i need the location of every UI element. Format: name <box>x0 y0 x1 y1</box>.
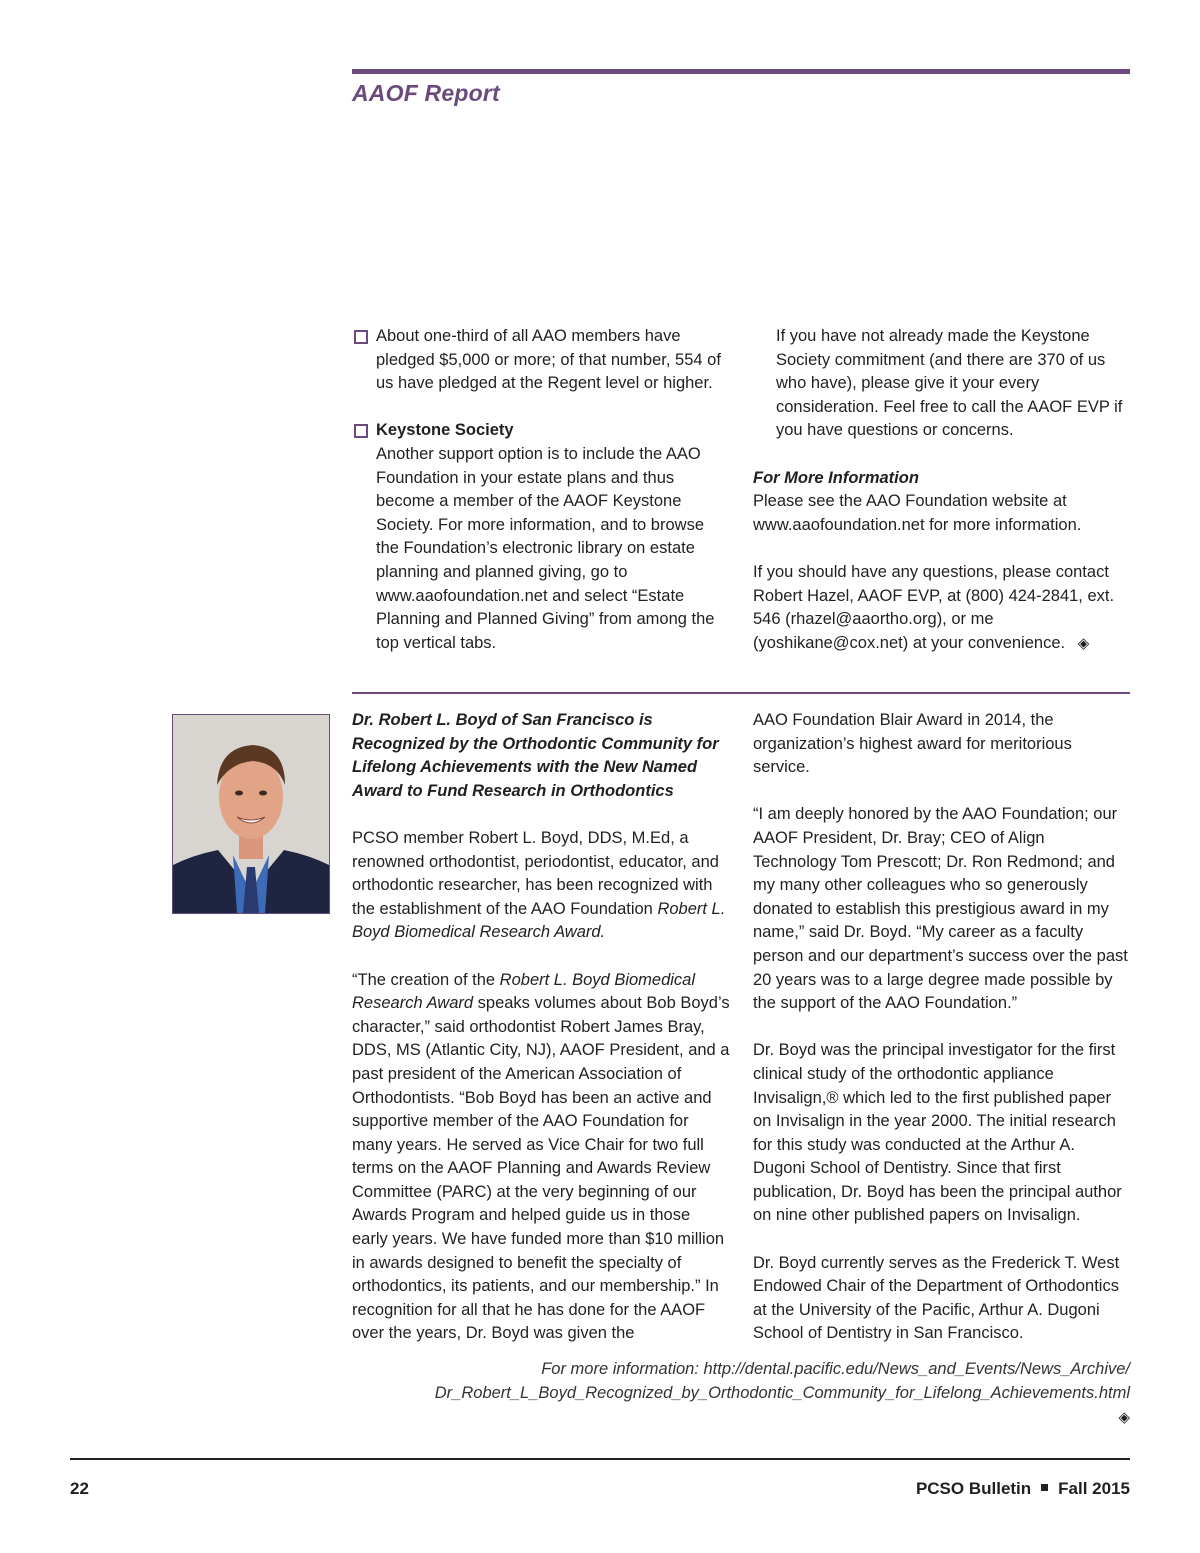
end-mark-icon: ◈ <box>1118 1409 1130 1426</box>
article-paragraph-blair-award: AAO Foundation Blair Award in 2014, the organization’s highest award for meritorious service. <box>753 711 1072 777</box>
article-left-column <box>352 709 730 1346</box>
checkbox-bullet-icon <box>354 330 368 344</box>
publication-name: PCSO Bulletin <box>915 1479 1032 1498</box>
article-right-column <box>753 709 1131 1346</box>
portrait-photo <box>172 714 330 914</box>
portrait-illustration <box>173 715 329 913</box>
section-divider <box>352 692 1130 694</box>
end-mark-icon: ◈ <box>1077 634 1090 652</box>
keystone-body: Another support option is to include the AAO Foundation in your estate plans and thus become a member of the AAOF Keystone Society. For more information, and to browse the Foundation’s electronic library on estate planning and planned giving, go to www.aaofoundation.net and select “Estate Planning and Planned Giving” from among the top vertical tabs. <box>376 444 715 652</box>
page-number: 22 <box>70 1479 89 1498</box>
checkbox-bullet-icon <box>354 424 368 438</box>
article-paragraph-west-chair: Dr. Boyd currently serves as the Frederick T. West Endowed Chair of the Department of Orthodontics at the University of the Pacific, Arthur A. Dugoni School of Dentistry in San Francisco. <box>753 1253 1120 1343</box>
upper-left-column <box>352 325 730 655</box>
footnote-line-2: Dr_Robert_L_Boyd_Recognized_by_Orthodontic_Community_for_Lifelong_Achievements.html <box>434 1384 1130 1402</box>
keystone-heading: Keystone Society <box>376 421 514 440</box>
article-paragraph-2: “The creation of the Robert L. Boyd Biomedical Research Award speaks volumes about Bob Boyd’s character,” said orthodontist Robert James Bray, DDS, MS (Atlantic City, NJ), AAOF President, and a past president of the American Association of Orthodontists. “Bob Boyd has been an active and supportive member of the AAO Foundation for many years. He served as Vice Chair for two full terms on the AAOF Planning and Awards Review Committee (PARC) at the very beginning of our Awards Program and helped guide us in those early years. We have funded more than $10 million in awards designed to benefit the specialty of orthodontics, its patients, and our membership.” In recognition for all that he has done for the AAOF over the years, Dr. Boyd was given the <box>352 970 730 1343</box>
bullet-members-pledged: About one-third of all AAO members have pledged $5,000 or more; of that number, 554 of us have pledged at the Regent level or higher. <box>352 325 730 396</box>
footer-rule <box>70 1458 1130 1460</box>
more-info-paragraph: Please see the AAO Foundation website at www.aaofoundation.net for more information. <box>753 492 1082 534</box>
footnote-line-1: For more information: http://dental.pacific.edu/News_and_Events/News_Archive/ <box>541 1360 1130 1378</box>
article-paragraph-invisalign: Dr. Boyd was the principal investigator for the first clinical study of the orthodontic appliance Invisalign,® which led to the first published paper on Invisalign in the year 2000. The initial research for this study was conducted at the Arthur A. Dugoni School of Dentistry. Since that first publication, Dr. Boyd has been the principal author on nine other published papers on Invisalign. <box>753 1041 1122 1225</box>
more-info-heading: For More Information <box>753 468 919 487</box>
issue-name: Fall 2015 <box>1058 1479 1130 1498</box>
upper-right-column <box>753 325 1131 655</box>
bullet-keystone-society <box>352 419 730 655</box>
article-footnote <box>435 1357 1130 1430</box>
header-rule <box>352 69 1130 74</box>
article-paragraph-1: PCSO member Robert L. Boyd, DDS, M.Ed, a renowned orthodontist, periodontist, educator, and orthodontic researcher, has been recognized with the establishment of the AAO Foundation Robert L. Boyd Biomedical Research Award. <box>352 828 726 942</box>
article-paragraph-quote: “I am deeply honored by the AAO Foundation; our AAOF President, Dr. Bray; CEO of Align Technology Tom Prescott; Dr. Ron Redmond; and my many other colleagues who so generously donated to establish this prestigious award in my name,” said Dr. Boyd. “My career as a faculty person and our department’s success over the past 20 years was to a large degree made possible by the support of the AAO Foundation.” <box>753 805 1128 1013</box>
contact-paragraph: If you should have any questions, please contact Robert Hazel, AAOF EVP, at (800) 424-2841, ext. 546 (rhazel@aaortho.org), or me (yoshikane@cox.net) at your convenience. ◈ <box>753 562 1115 652</box>
section-title: AAOF Report <box>352 80 500 106</box>
square-separator-icon <box>1041 1484 1048 1491</box>
footer-publication <box>916 1479 1130 1499</box>
keystone-commitment-paragraph: If you have not already made the Keystone Society commitment (and there are 370 of us who have), please give it your every consideration. Feel free to call the AAOF EVP if you have questions or concerns. <box>776 327 1123 440</box>
article-headline: Dr. Robert L. Boyd of San Francisco is Recognized by the Orthodontic Community for Lifelong Achievements with the New Named Award to Fund Research in Orthodontics <box>352 711 719 800</box>
